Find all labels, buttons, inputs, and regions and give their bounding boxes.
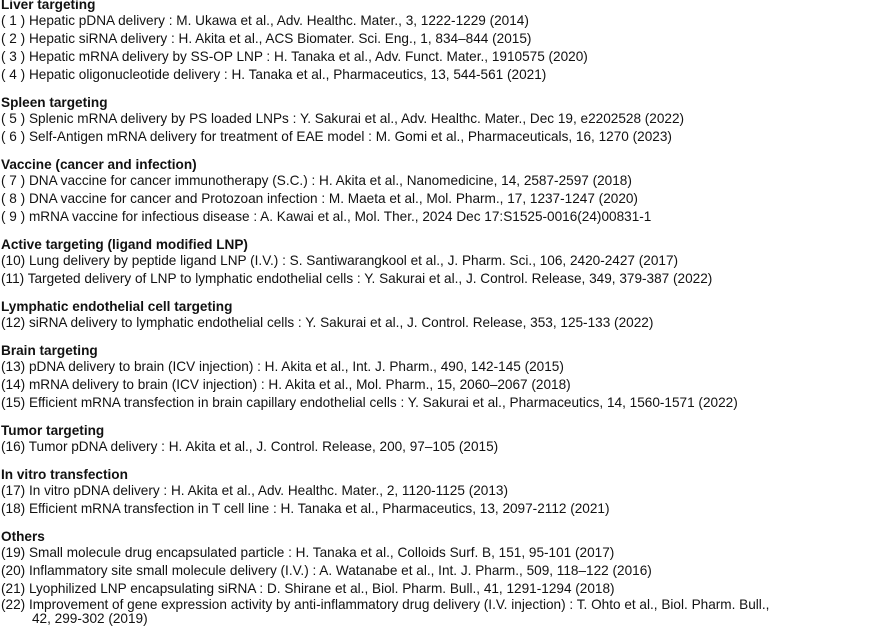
section-heading: Active targeting (ligand modified LNP) <box>1 237 248 252</box>
section-brain-targeting <box>1 343 881 412</box>
section-heading: Liver targeting <box>1 0 96 12</box>
section-vaccine <box>1 157 881 226</box>
section-liver-targeting <box>1 0 881 84</box>
reference-item: (21) Lyophilized LNP encapsulating siRNA : D. Shirane et al., Biol. Pharm. Bull., 41, 1291-1294 (2018) <box>1 581 615 596</box>
reference-item: (16) Tumor pDNA delivery : H. Akita et al., J. Control. Release, 200, 97–105 (2015) <box>1 439 499 454</box>
section-heading: Tumor targeting <box>1 423 105 438</box>
section-divider <box>1 288 881 299</box>
reference-item: ( 2 ) Hepatic siRNA delivery : H. Akita et al., ACS Biomater. Sci. Eng., 1, 834–844 (2015) <box>1 31 532 46</box>
section-spleen-targeting <box>1 95 881 146</box>
section-heading: Others <box>1 529 45 544</box>
reference-item: (10) Lung delivery by peptide ligand LNP (I.V.) : S. Santiwarangkool et al., J. Pharm. Sci., 106, 2420-2427 (2017) <box>1 253 679 268</box>
reference-item: ( 3 ) Hepatic mRNA delivery by SS-OP LNP : H. Tanaka et al., Adv. Funct. Mater., 1910575 (2020) <box>1 49 588 64</box>
section-heading: Vaccine (cancer and infection) <box>1 157 197 172</box>
section-divider <box>1 226 881 237</box>
section-divider <box>1 518 881 529</box>
section-heading: Spleen targeting <box>1 95 108 110</box>
reference-item: ( 4 ) Hepatic oligonucleotide delivery : H. Tanaka et al., Pharmaceutics, 13, 544-561 (2021) <box>1 67 547 82</box>
reference-item: (11) Targeted delivery of LNP to lymphatic endothelial cells : Y. Sakurai et al., J. Control. Release, 349, 379-387 (2022) <box>1 271 713 286</box>
section-divider <box>1 146 881 157</box>
section-heading: Brain targeting <box>1 343 98 358</box>
reference-item: (18) Efficient mRNA transfection in T cell line : H. Tanaka et al., Pharmaceutics, 13, 2097-2112 (2021) <box>1 501 610 516</box>
section-lymphatic-targeting <box>1 299 881 332</box>
reference-item: ( 8 ) DNA vaccine for cancer and Protozoan infection : M. Maeta et al., Mol. Pharm., 17, 1237-1247 (2020) <box>1 191 638 206</box>
reference-item: (13) pDNA delivery to brain (ICV injection) : H. Akita et al., Int. J. Pharm., 490, 142-145 (2015) <box>1 359 564 374</box>
reference-item: ( 1 ) Hepatic pDNA delivery : M. Ukawa et al., Adv. Healthc. Mater., 3, 1222-1229 (2014) <box>1 13 529 28</box>
reference-item: (19) Small molecule drug encapsulated particle : H. Tanaka et al., Colloids Surf. B, 151, 95-101 (2017) <box>1 545 615 560</box>
reference-item: (17) In vitro pDNA delivery : H. Akita et al., Adv. Healthc. Mater., 2, 1120-1125 (2013) <box>1 483 508 498</box>
reference-item: (20) Inflammatory site small molecule delivery (I.V.) : A. Watanabe et al., Int. J. Pharm., 509, 118–122 (2016) <box>1 563 652 578</box>
section-divider <box>1 456 881 467</box>
reference-item: (15) Efficient mRNA transfection in brain capillary endothelial cells : Y. Sakurai et al., Pharmaceutics, 14, 1560-1571 (2022) <box>1 395 738 410</box>
reference-item: ( 7 ) DNA vaccine for cancer immunotherapy (S.C.) : H. Akita et al., Nanomedicine, 14, 2587-2597 (2018) <box>1 173 632 188</box>
section-divider <box>1 332 881 343</box>
section-divider <box>1 84 881 95</box>
section-tumor-targeting <box>1 423 881 456</box>
reference-item: ( 5 ) Splenic mRNA delivery by PS loaded LNPs : Y. Sakurai et al., Adv. Healthc. Mater., Dec 19, e2202528 (2022) <box>1 111 685 126</box>
reference-item-line: (22) Improvement of gene expression activity by anti-inflammatory drug delivery (I.V. injection) : T. Ohto et al., Biol. Pharm. Bull., <box>1 597 770 612</box>
reference-item: (12) siRNA delivery to lymphatic endothelial cells : Y. Sakurai et al., J. Control. Release, 353, 125-133 (2022) <box>1 315 654 330</box>
reference-item: ( 6 ) Self-Antigen mRNA delivery for treatment of EAE model : M. Gomi et al., Pharmaceuticals, 16, 1270 (2023) <box>1 129 672 144</box>
reference-item: ( 9 ) mRNA vaccine for infectious disease : A. Kawai et al., Mol. Ther., 2024 Dec 17:S1525-0016(24)00831-1 <box>1 209 652 224</box>
section-active-targeting <box>1 237 881 288</box>
section-heading: Lymphatic endothelial cell targeting <box>1 299 233 314</box>
section-others <box>1 529 881 626</box>
section-in-vitro-transfection <box>1 467 881 518</box>
section-heading: In vitro transfection <box>1 467 128 482</box>
section-divider <box>1 412 881 423</box>
reference-item-continuation: 42, 299-302 (2019) <box>32 611 148 626</box>
reference-item <box>1 598 881 626</box>
reference-item: (14) mRNA delivery to brain (ICV injection) : H. Akita et al., Mol. Pharm., 15, 2060–2067 (2018) <box>1 377 571 392</box>
